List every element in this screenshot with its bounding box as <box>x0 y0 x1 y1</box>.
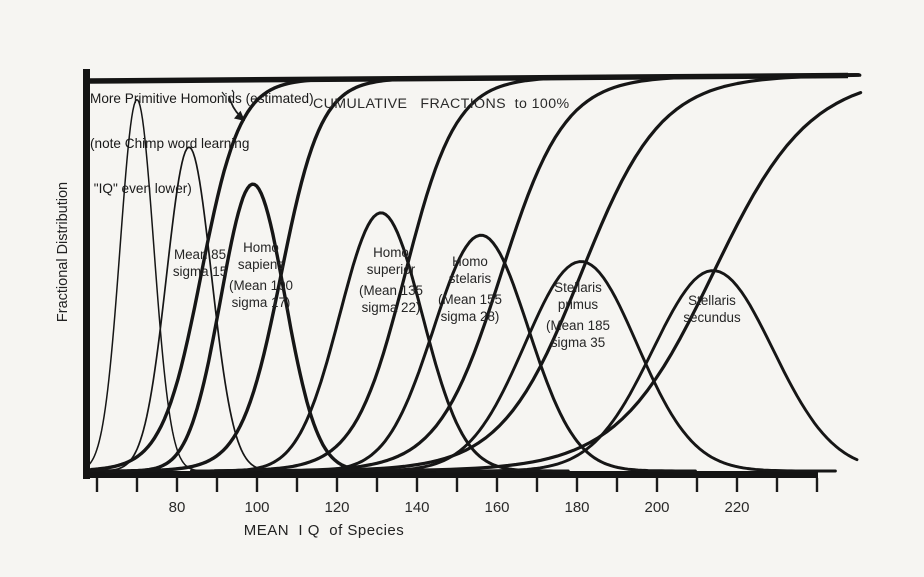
note-line: "IQ" even lower) <box>90 181 192 196</box>
label-stellaris-secundus-line-1: secundus <box>683 310 741 325</box>
label-stellaris-secundus-line-0: Stellaris <box>688 293 736 308</box>
y-axis-title: Fractional Distribution <box>55 181 71 323</box>
label-stellaris-primus-line-1: primus <box>557 297 599 312</box>
label-homo-stelaris-line-3: sigma 28) <box>440 309 500 324</box>
x-tick-label-160: 160 <box>484 499 510 516</box>
x-tick-label-140: 140 <box>404 499 430 516</box>
label-homo-sapiens-line-0: Homo <box>243 240 279 255</box>
chart-title: CUMULATIVE FRACTIONS to 100% <box>313 96 570 112</box>
label-homo-stelaris-line-1: stelaris <box>448 271 492 286</box>
label-mean-85-line-1: sigma 15 <box>172 264 228 279</box>
label-mean-85-line-0: Mean 85 <box>173 247 227 262</box>
x-tick-label-80: 80 <box>168 499 186 516</box>
label-homo-sapiens-line-3: sigma 17) <box>231 295 291 310</box>
x-tick-label-180: 180 <box>564 499 590 516</box>
label-stellaris-primus-line-3: sigma 35 <box>550 335 606 350</box>
label-homo-stelaris-line-0: Homo <box>452 254 488 269</box>
y-axis-line <box>83 69 90 479</box>
x-axis-ticks <box>97 478 817 492</box>
x-axis-title: MEAN I Q of Species <box>243 522 405 539</box>
label-homo-superior-line-3: sigma 22) <box>361 300 421 315</box>
label-stellaris-primus-line-0: Stellaris <box>554 280 602 295</box>
x-tick-label-100: 100 <box>244 499 270 516</box>
label-stellaris-primus-line-2: (Mean 185 <box>545 318 611 333</box>
note-primitive-homonids <box>90 61 314 226</box>
label-homo-superior-line-1: superior <box>366 262 416 277</box>
note-line: (note Chimp word learning <box>90 136 250 151</box>
label-homo-superior-line-2: (Mean 135 <box>358 283 424 298</box>
x-tick-label-220: 220 <box>724 499 750 516</box>
note-line: More Primitive Homonids (estimated) <box>90 91 314 106</box>
x-tick-label-120: 120 <box>324 499 350 516</box>
label-homo-sapiens-line-1: sapiens <box>237 257 285 272</box>
label-homo-sapiens-line-2: (Mean 100 <box>228 278 294 293</box>
label-homo-superior-line-0: Homo <box>373 245 409 260</box>
bell-homo-sapiens <box>106 184 399 471</box>
label-homo-stelaris-line-2: (Mean 155 <box>437 292 503 307</box>
x-tick-label-200: 200 <box>644 499 670 516</box>
